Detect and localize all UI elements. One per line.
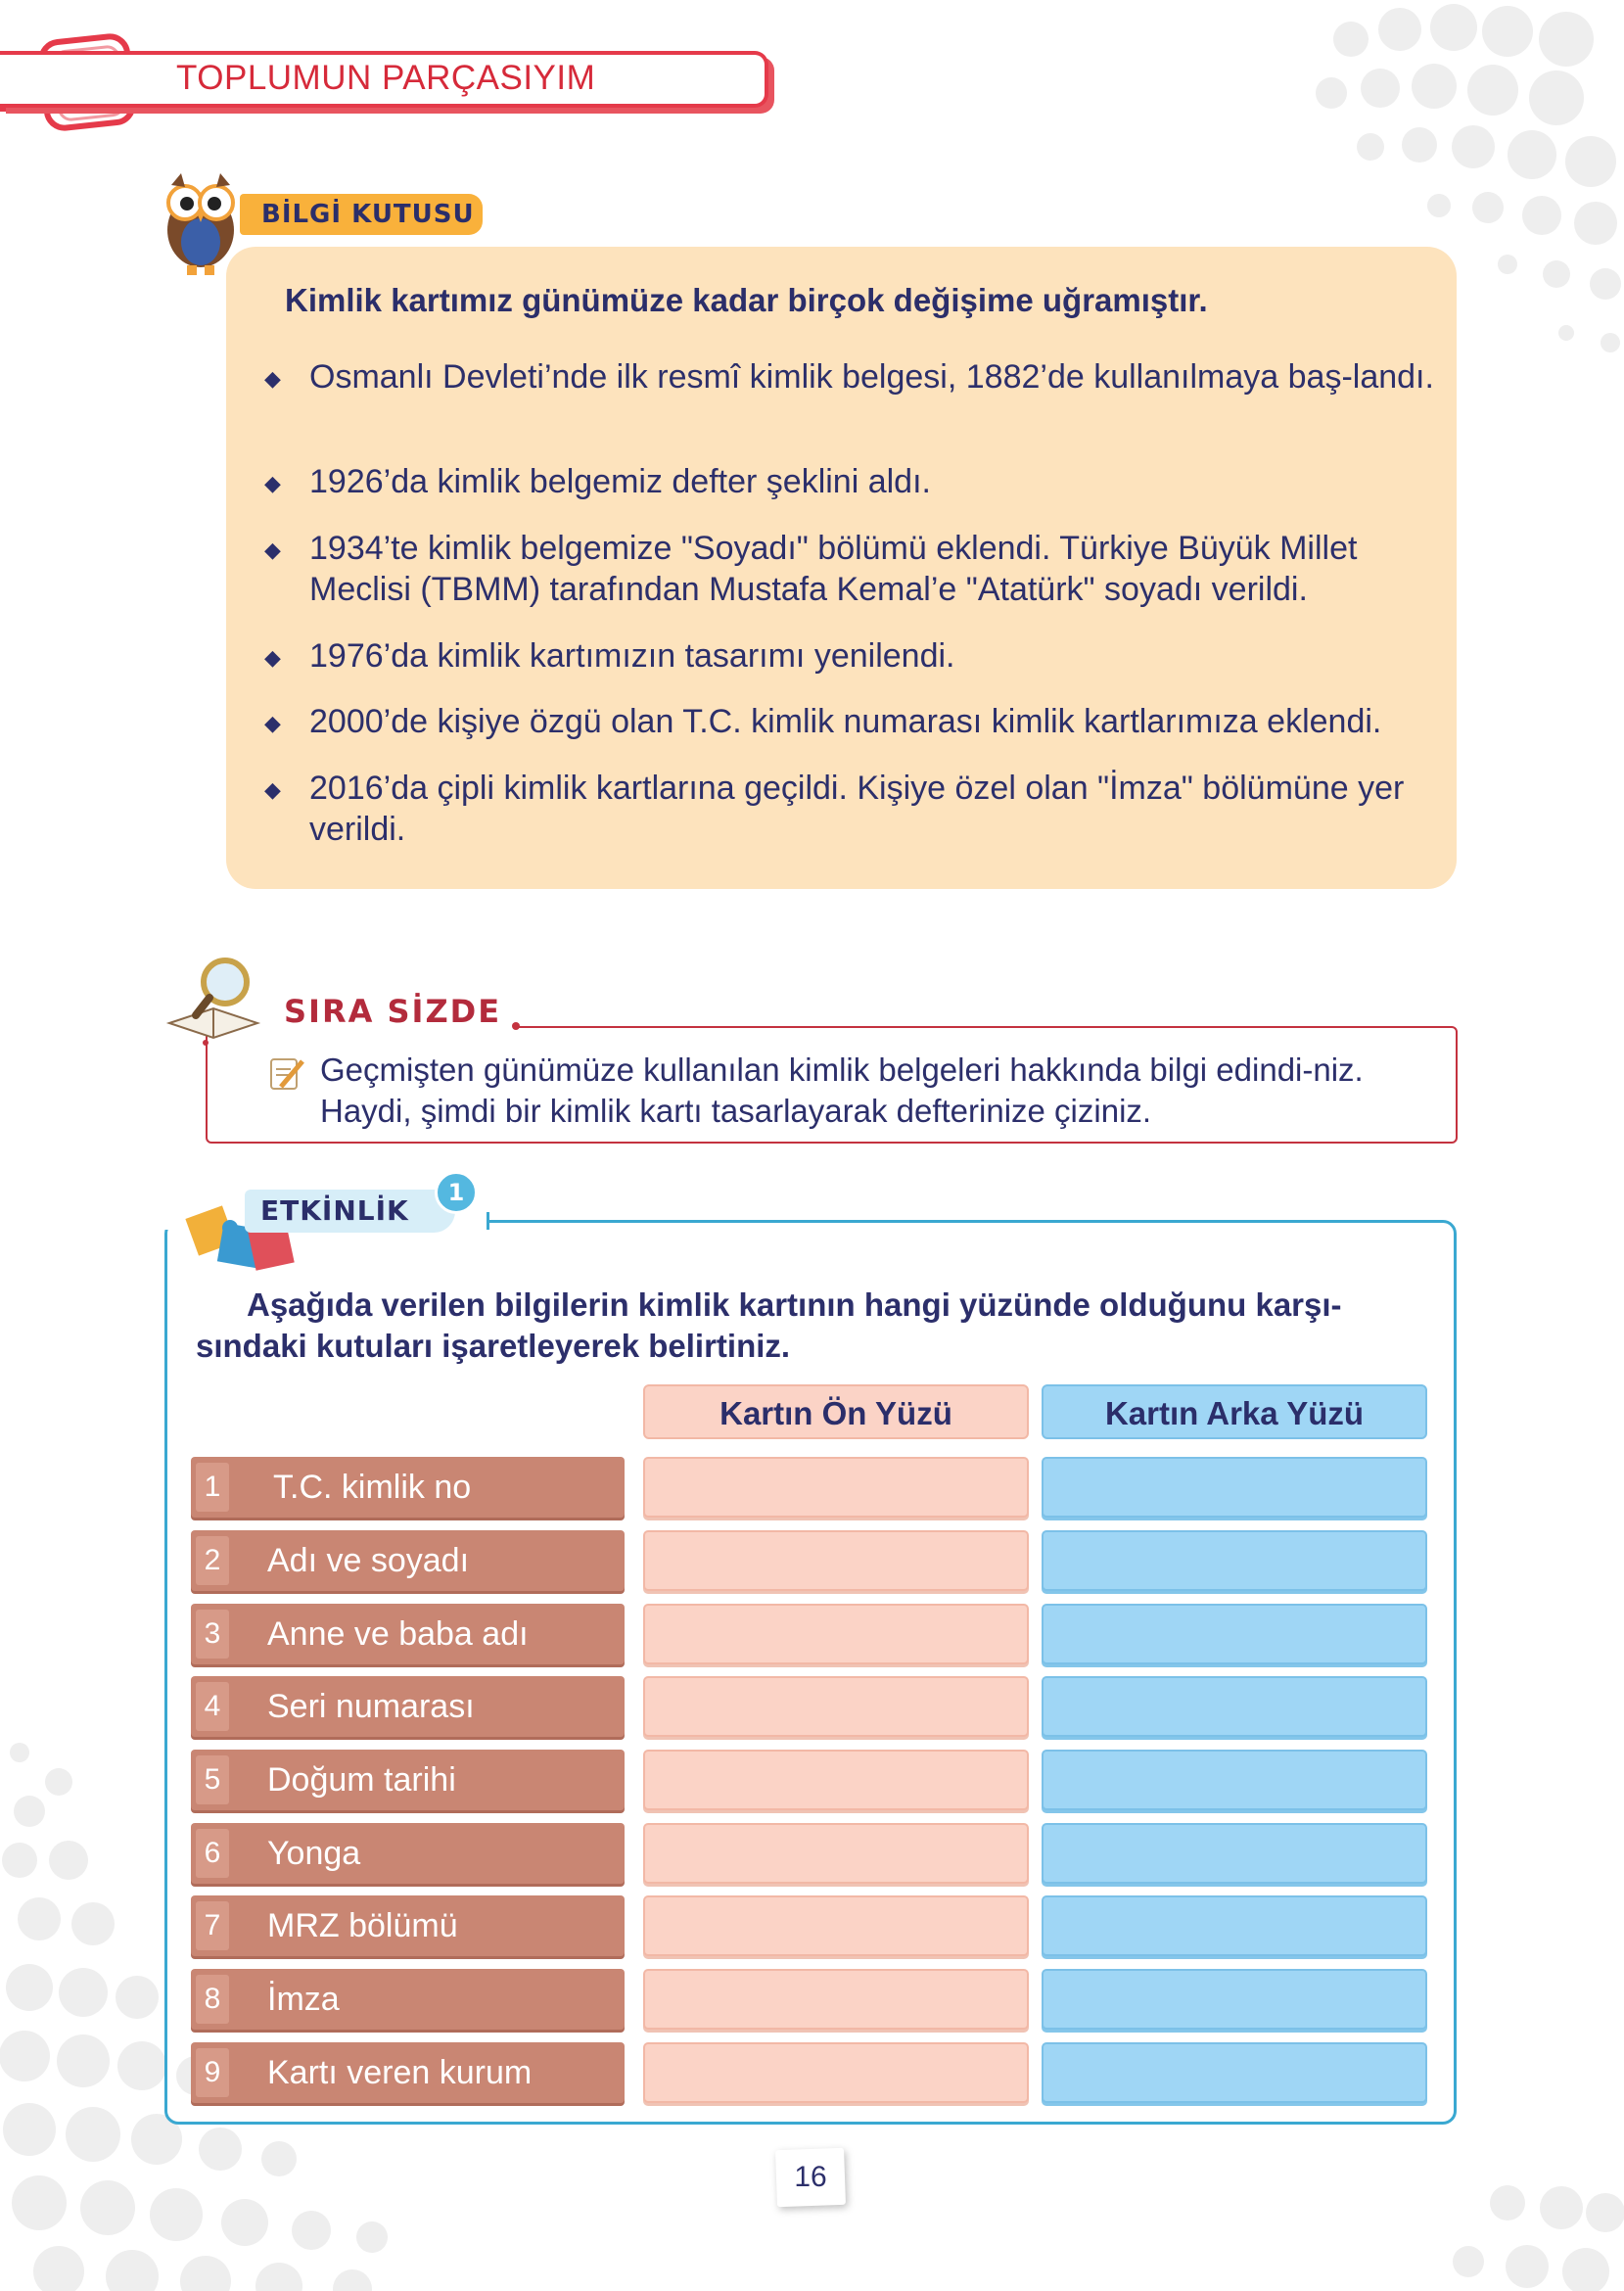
back-side-checkbox[interactable]	[1042, 1530, 1427, 1591]
row-label	[191, 1530, 625, 1591]
back-side-checkbox[interactable]	[1042, 1604, 1427, 1664]
diamond-bullet-icon: ◆	[264, 778, 281, 803]
info-item: 1934’te kimlik belgemize "Soyadı" bölümü eklendi. Türkiye Büyük Millet Meclisi (TBMM) tarafından Mustafa Kemal’e "Atatürk" soyadı verildi.	[309, 530, 1358, 608]
row-label	[191, 1676, 625, 1737]
front-side-checkbox[interactable]	[643, 1676, 1029, 1737]
row-number: 1	[196, 1463, 229, 1512]
row-number: 9	[196, 2048, 229, 2097]
magnifier-book-icon	[164, 955, 272, 1048]
row-text: Yonga	[267, 1835, 361, 1872]
table-row	[0, 1823, 1624, 1884]
diamond-bullet-icon: ◆	[264, 367, 281, 392]
front-side-checkbox[interactable]	[643, 1530, 1029, 1591]
back-side-checkbox[interactable]	[1042, 1676, 1427, 1737]
front-side-checkbox[interactable]	[643, 2042, 1029, 2103]
row-text: Anne ve baba adı	[267, 1615, 529, 1653]
row-number: 7	[196, 1901, 229, 1950]
row-number: 2	[196, 1536, 229, 1585]
back-side-checkbox[interactable]	[1042, 1823, 1427, 1884]
diamond-bullet-icon: ◆	[264, 472, 281, 496]
row-number: 5	[196, 1755, 229, 1804]
back-side-checkbox[interactable]	[1042, 1457, 1427, 1518]
table-row	[0, 2042, 1624, 2103]
front-side-checkbox[interactable]	[643, 1750, 1029, 1810]
diamond-bullet-icon: ◆	[264, 712, 281, 736]
info-box-heading: Kimlik kartımız günümüze kadar birçok değişime uğramıştır.	[285, 282, 1208, 318]
row-label	[191, 1969, 625, 2030]
row-label	[191, 1750, 625, 1810]
info-item: 1976’da kimlik kartımızın tasarımı yenilendi.	[309, 637, 955, 675]
front-side-checkbox[interactable]	[643, 1969, 1029, 2030]
row-number: 4	[196, 1682, 229, 1731]
row-text: Seri numarası	[267, 1688, 475, 1725]
table-row	[0, 1895, 1624, 1956]
back-side-checkbox[interactable]	[1042, 1750, 1427, 1810]
row-number: 6	[196, 1829, 229, 1878]
row-label	[191, 1604, 625, 1664]
front-side-checkbox[interactable]	[643, 1457, 1029, 1518]
pencil-note-icon	[267, 1053, 306, 1093]
row-text: İmza	[267, 1981, 340, 2018]
task-line-dot	[512, 1022, 520, 1030]
activity-instruction: Aşağıda verilen bilgilerin kimlik kartının hangi yüzünde olduğunu karşı-sındaki kutuları işaretleyerek belirtiniz.	[196, 1286, 1342, 1364]
row-text: Doğum tarihi	[267, 1761, 456, 1799]
info-item: Osmanlı Devleti’nde ilk resmî kimlik belgesi, 1882’de kullanılmaya baş-landı.	[309, 358, 1434, 396]
page-number: 16	[794, 2161, 827, 2193]
row-label	[191, 2042, 625, 2103]
diamond-bullet-icon: ◆	[264, 538, 281, 563]
row-label	[191, 1895, 625, 1956]
row-label	[191, 1823, 625, 1884]
activity-label: ETKİNLİK	[245, 1190, 455, 1233]
column-header-back: Kartın Arka Yüzü	[1042, 1384, 1427, 1439]
info-box-label: BİLGİ KUTUSU	[240, 194, 483, 235]
table-row	[0, 1750, 1624, 1810]
row-text: Kartı veren kurum	[267, 2054, 533, 2091]
back-side-checkbox[interactable]	[1042, 2042, 1427, 2103]
task-title: SIRA SİZDE	[284, 993, 502, 1030]
task-text: Geçmişten günümüze kullanılan kimlik belgeleri hakkında bilgi edindi-niz. Haydi, şimdi bir kimlik kartı tasarlayarak defterinize çiziniz.	[320, 1052, 1364, 1129]
back-side-checkbox[interactable]	[1042, 1895, 1427, 1956]
activity-number-badge: 1	[435, 1171, 478, 1214]
section-title: TOPLUMUN PARÇASIYIM	[176, 59, 596, 97]
table-row	[0, 1676, 1624, 1737]
front-side-checkbox[interactable]	[643, 1895, 1029, 1956]
info-item: 1926’da kimlik belgemiz defter şeklini aldı.	[309, 463, 931, 500]
row-number: 8	[196, 1975, 229, 2024]
info-item: 2000’de kişiye özgü olan T.C. kimlik numarası kimlik kartlarımıza eklendi.	[309, 703, 1382, 740]
column-header-front: Kartın Ön Yüzü	[643, 1384, 1029, 1439]
info-item: 2016’da çipli kimlik kartlarına geçildi. Kişiye özel olan "İmza" bölümüne yer verildi.	[309, 770, 1405, 848]
diamond-bullet-icon: ◆	[264, 646, 281, 671]
front-side-checkbox[interactable]	[643, 1604, 1029, 1664]
row-text: MRZ bölümü	[267, 1907, 458, 1944]
row-text: T.C. kimlik no	[273, 1469, 472, 1506]
owl-mascot-icon	[152, 162, 250, 279]
table-row	[0, 1457, 1624, 1518]
row-text: Adı ve soyadı	[267, 1542, 470, 1579]
table-row	[0, 1530, 1624, 1591]
table-row	[0, 1969, 1624, 2030]
row-number: 3	[196, 1610, 229, 1659]
front-side-checkbox[interactable]	[643, 1823, 1029, 1884]
row-label	[191, 1457, 625, 1518]
back-side-checkbox[interactable]	[1042, 1969, 1427, 2030]
table-row	[0, 1604, 1624, 1664]
